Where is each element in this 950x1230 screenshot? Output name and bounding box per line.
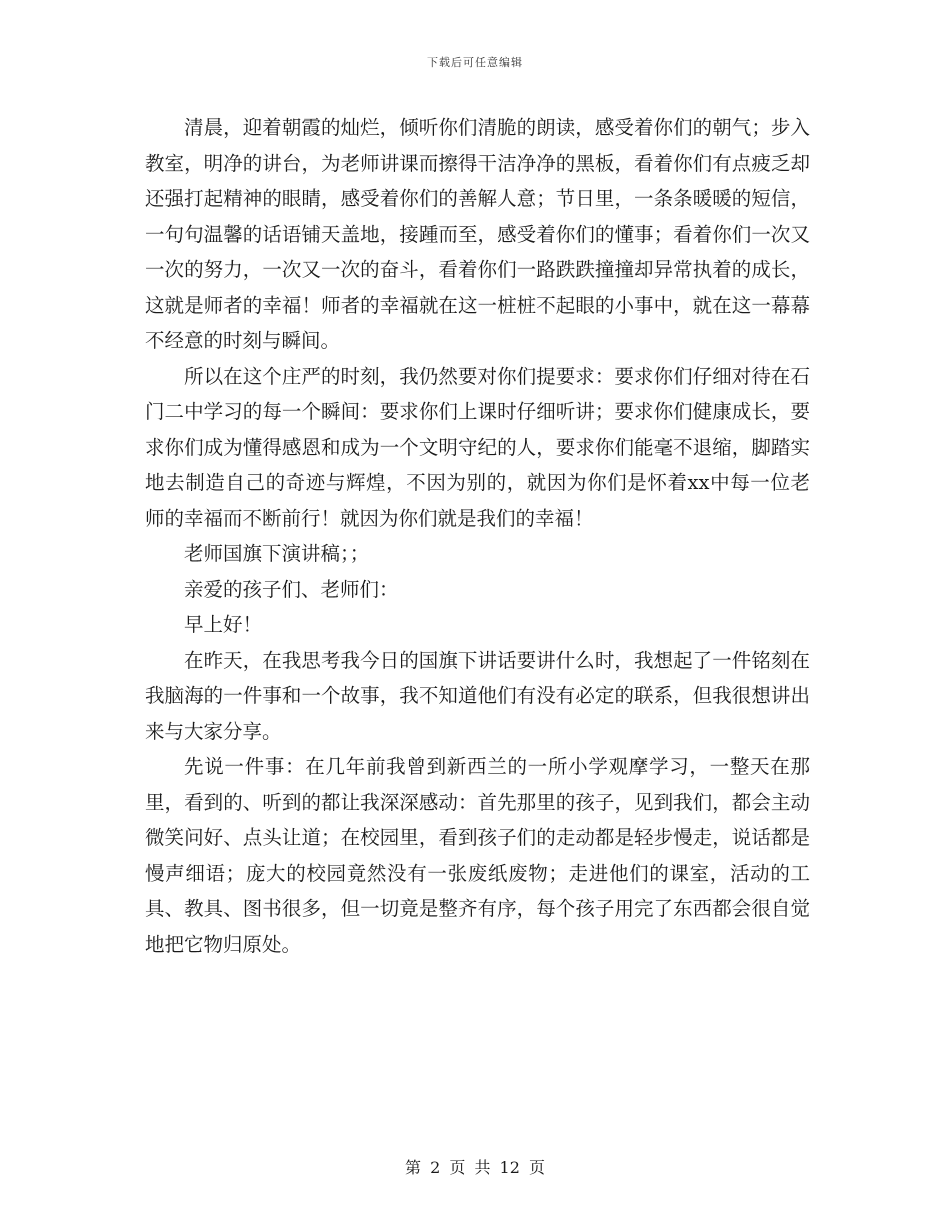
document-body [145, 110, 810, 962]
paragraph: 所以在这个庄严的时刻，我仍然要对你们提要求：要求你们仔细对待在石门二中学习的每一个瞬间：要求你们上课时仔细听讲；要求你们健康成长，要求你们成为懂得感恩和成为一个文明守纪的人，要求你们能毫不退缩，脚踏实地去制造自己的奇迹与辉煌，不因为别的，就因为你们是怀着xx中每一位老师的幸福而不断前行！就因为你们就是我们的幸福！ [145, 364, 810, 530]
paragraph: 早上好！ [184, 613, 263, 636]
paragraph: 老师国旗下演讲稿；； [184, 542, 370, 565]
paragraph: 亲爱的孩子们、老师们： [184, 577, 399, 601]
paragraph: 在昨天，在我思考我今日的国旗下讲话要讲什么时，我想起了一件铭刻在我脑海的一件事和一个故事，我不知道他们有没有必定的联系，但我很想讲出来与大家分享。 [145, 648, 810, 743]
page-header-note: 下载后可任意编辑 [427, 56, 523, 69]
paragraph: 清晨，迎着朝霞的灿烂，倾听你们清脆的朗读，感受着你们的朝气；步入教室，明净的讲台，为老师讲课而擦得干洁净净的黑板，看着你们有点疲乏却还强打起精神的眼睛，感受着你们的善解人意；节日里，一条条暖暖的短信，一句句温馨的话语铺天盖地，接踵而至，感受着你们的懂事；看着你们一次又一次的努力，一次又一次的奋斗，看着你们一路跌跌撞撞却异常执着的成长，这就是师者的幸福！师者的幸福就在这一桩桩不起眼的小事中，就在这一幕幕不经意的时刻与瞬间。 [145, 116, 810, 352]
page-number-footer: 第 2 页 共 12 页 [405, 1158, 545, 1177]
paragraph: 先说一件事：在几年前我曾到新西兰的一所小学观摩学习，一整天在那里，看到的、听到的都让我深深感动：首先那里的孩子，见到我们，都会主动微笑问好、点头让道；在校园里，看到孩子们的走动都是轻步慢走，说话都是慢声细语；庞大的校园竟然没有一张废纸废物；走进他们的课室，活动的工具、教具、图书很多，但一切竟是整齐有序，每个孩子用完了东西都会很自觉地把它物归原处。 [145, 755, 810, 956]
